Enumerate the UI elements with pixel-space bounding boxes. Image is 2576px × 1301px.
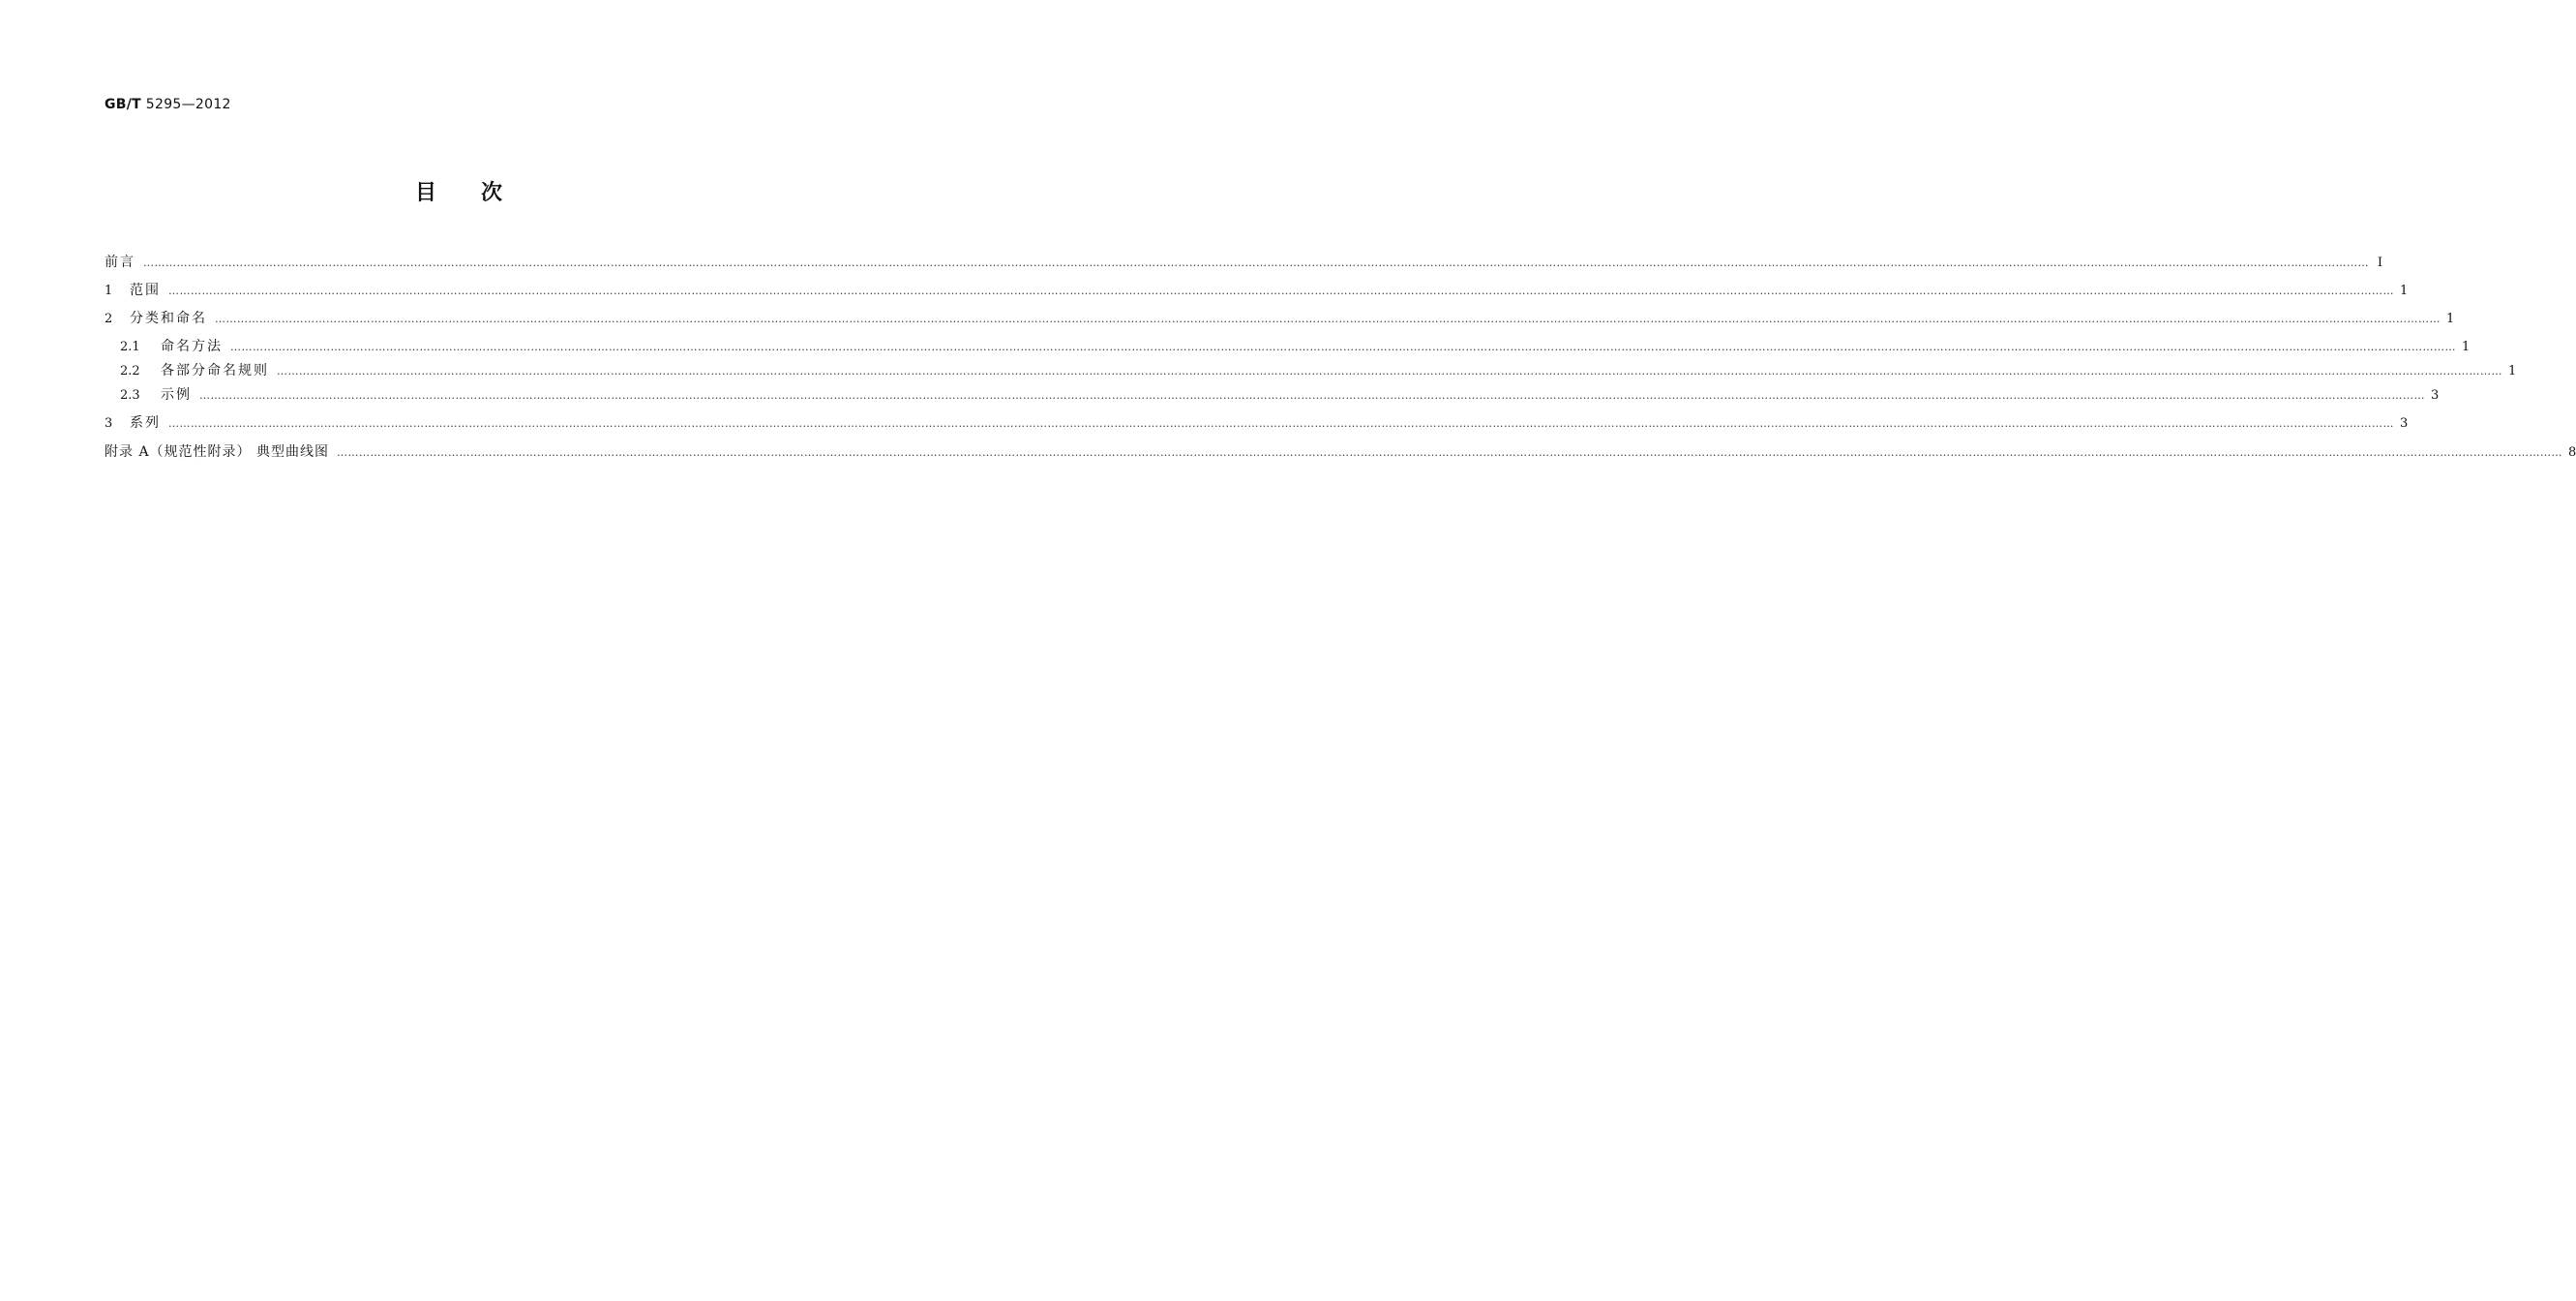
toc-entry-appendix-a[interactable] (105, 442, 2576, 462)
toc-entry-page: 3 (2400, 416, 2409, 431)
dot-leader: …………………………………………………………………………………………………………………………………………………………………………………………………………………………………………………………………………………………………………………………………………………………………………………………………………………………………………………………………………………………………………………………………………………… (277, 365, 2502, 378)
toc-entry-label: 分类和命名 (130, 311, 207, 326)
toc-entry-number: 2 (105, 312, 113, 326)
dot-leader: …………………………………………………………………………………………………………………………………………………………………………………………………………………………………………………………………………………………………………………………………………………………………………………………………………………………………………………………………………………………………………………………………………………… (168, 417, 2394, 430)
toc-entry-label: 范围 (130, 283, 161, 298)
toc-entry-page: 8 (2568, 445, 2576, 460)
standard-year-number: 5295—2012 (145, 97, 231, 112)
title-char-1: 目 (414, 181, 438, 205)
toc-entry-page: 1 (2446, 312, 2455, 326)
toc-entry-foreword[interactable] (105, 253, 2382, 272)
toc-entry-label: 命名方法 (161, 339, 223, 354)
toc-entry-page: 1 (2400, 284, 2409, 298)
title-char-2: 次 (481, 181, 505, 205)
toc-entry-naming-rules[interactable] (105, 361, 2517, 380)
toc-entry-page: 1 (2462, 340, 2471, 354)
page-title (0, 176, 919, 206)
toc-entry-series[interactable] (105, 413, 2409, 433)
toc-entry-scope[interactable] (105, 281, 2409, 300)
dot-leader: …………………………………………………………………………………………………………………………………………………………………………………………………………………………………………………………………………………………………………………………………………………………………………………………………………………………………………………………………………………………………………………………………………………… (199, 389, 2425, 402)
standard-number (105, 97, 231, 112)
toc-entry-label: 附录 A（规范性附录） 典型曲线图 (105, 444, 330, 460)
toc-entry-page: Ⅰ (2377, 256, 2382, 270)
dot-leader: …………………………………………………………………………………………………………………………………………………………………………………………………………………………………………………………………………………………………………………………………………………………………………………………………………………………………………………………………………………………………………………………………………………… (215, 313, 2441, 325)
dot-leader: …………………………………………………………………………………………………………………………………………………………………………………………………………………………………………………………………………………………………………………………………………………………………………………………………………………………………………………………………………………………………………………………………………………… (168, 285, 2394, 297)
toc-entry-number: 3 (105, 416, 113, 431)
toc-entry-number: 2.3 (120, 388, 140, 403)
standard-code: GB/T (105, 97, 142, 112)
dot-leader: …………………………………………………………………………………………………………………………………………………………………………………………………………………………………………………………………………………………………………………………………………………………………………………………………………………………………………………………………………………………………………………………………………………… (143, 257, 2369, 269)
toc-entry-page: 3 (2431, 388, 2440, 403)
toc-entry-number: 2.1 (120, 340, 140, 354)
toc-entry-naming-method[interactable] (105, 337, 2471, 356)
dot-leader: …………………………………………………………………………………………………………………………………………………………………………………………………………………………………………………………………………………………………………………………………………………………………………………………………………………………………………………………………………………………………………………………………………………… (230, 341, 2456, 353)
toc-entry-page: 1 (2508, 364, 2517, 378)
toc-entry-number: 2.2 (120, 364, 140, 378)
toc-entry-label: 前言 (105, 255, 135, 270)
toc-entry-classification[interactable] (105, 309, 2455, 328)
dot-leader: …………………………………………………………………………………………………………………………………………………………………………………………………………………………………………………………………………………………………………………………………………………………………………………………………………………………………………………………………………………………………………………………………………………… (337, 446, 2563, 459)
toc-entry-number: 1 (105, 284, 113, 298)
toc-entry-examples[interactable] (105, 385, 2440, 405)
toc-entry-label: 系列 (130, 415, 161, 431)
toc-entry-label: 示例 (161, 387, 192, 403)
toc-entry-label: 各部分命名规则 (161, 363, 269, 378)
